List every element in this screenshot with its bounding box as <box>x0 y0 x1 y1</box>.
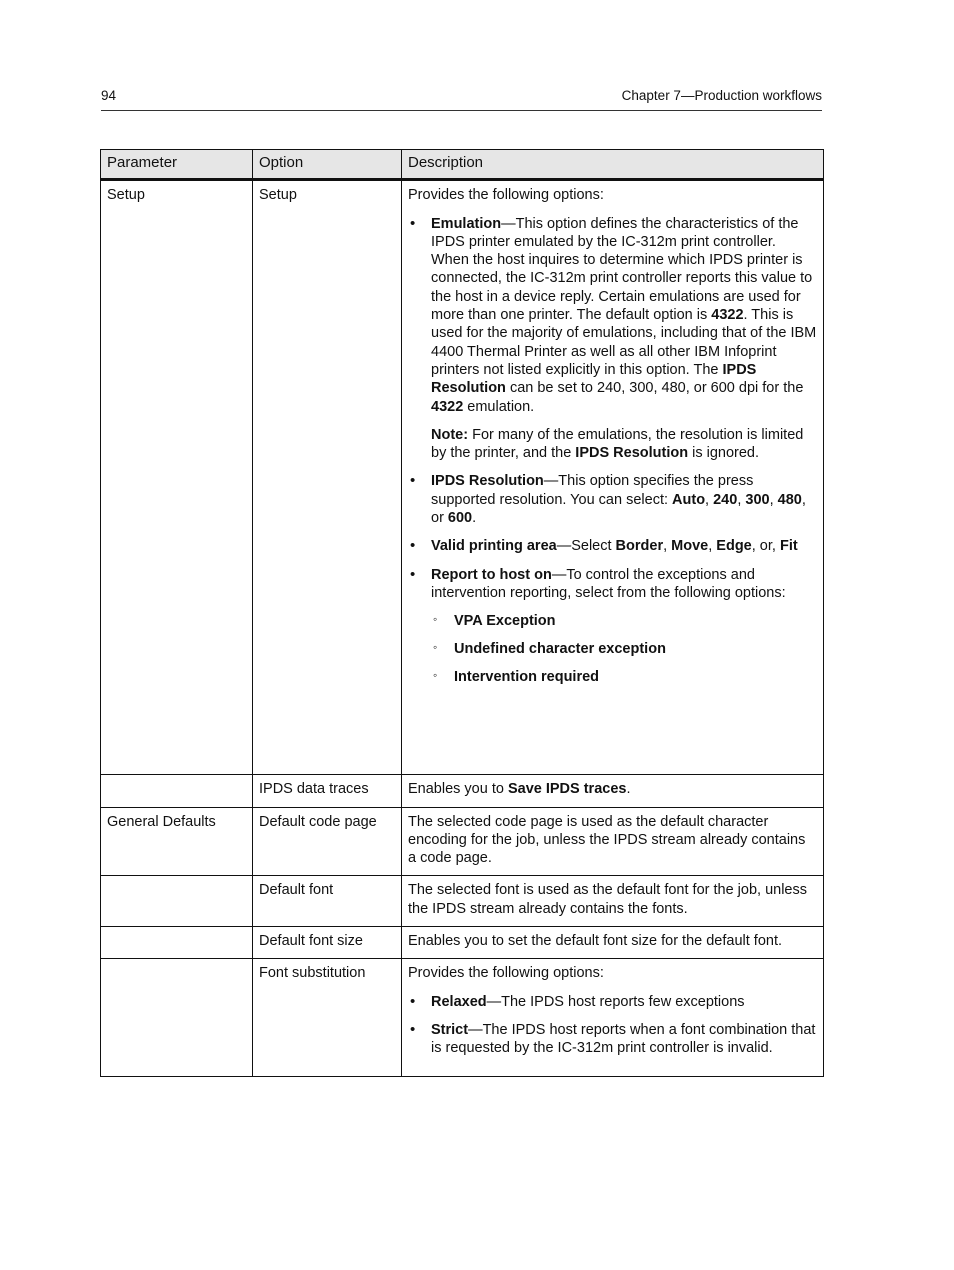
text: , <box>663 538 672 555</box>
text: , <box>737 491 746 508</box>
parameter-cell: Setup <box>101 180 253 775</box>
option-cell: Default font size <box>253 927 402 959</box>
list-item: ◦ Undefined character exception <box>431 640 817 658</box>
parameters-table <box>100 149 824 1077</box>
table-row-setup <box>101 180 824 775</box>
option-cell: Default font <box>253 876 402 927</box>
table-row-ipds-data-traces <box>101 775 824 807</box>
chapter-title: Chapter 7—Production workflows <box>621 88 822 103</box>
list-item: ◦ Intervention required <box>431 668 817 686</box>
option-cell: IPDS data traces <box>253 775 402 807</box>
text: For many of the emulations, the resolution is limited by the printer, and the <box>431 426 804 462</box>
text: . This is used for the majority of emulations, including that of the IBM 4400 Thermal Printer as well as all other IBM Infoprint printers not listed explicitly in this option. The <box>431 307 817 378</box>
bold-value: Border <box>615 538 664 555</box>
text: —Select <box>556 538 616 555</box>
description-lead: Provides the following options: <box>408 187 604 204</box>
text: Enables you to <box>408 781 508 798</box>
option-cell: Setup <box>253 180 402 775</box>
term-strict: Strict <box>431 1021 469 1038</box>
text: —The IPDS host reports when a font combination that is requested by the IC-312m print controller is invalid. <box>431 1021 816 1057</box>
description-lead: Provides the following options: <box>408 965 604 982</box>
parameter-cell: General Defaults <box>101 807 253 876</box>
description-cell <box>402 775 824 807</box>
list-item-valid-printing-area <box>408 537 817 555</box>
parameter-cell <box>101 927 253 959</box>
text: , or, <box>751 538 780 555</box>
text: —This option defines the characteristics of the IPDS printer emulated by the IC-312m print controller. When the host inquires to determine which IPDS printer is connected, the IC-312m print controller reports this value to the host in a device reply. Certain emulations are used for more than one printer. The default option is <box>431 215 813 324</box>
description-cell <box>402 180 824 775</box>
term-ipds-resolution: IPDS Resolution <box>431 473 544 490</box>
bold-value: 240 <box>713 491 738 508</box>
parameter-cell <box>101 775 253 807</box>
term-report-to-host: Report to host on <box>431 566 552 583</box>
bold-value: Save IPDS traces <box>507 781 627 798</box>
column-header-parameter: Parameter <box>101 150 253 180</box>
bold-value: Move <box>671 538 709 555</box>
option-cell: Font substitution <box>253 959 402 1076</box>
page-header <box>101 88 822 111</box>
bold-value: 480 <box>777 491 802 508</box>
note <box>431 426 817 463</box>
text: —The IPDS host reports few exceptions <box>486 993 745 1010</box>
list-item: ◦ VPA Exception <box>431 612 817 630</box>
term-emulation: Emulation <box>431 215 502 232</box>
text: . <box>626 781 631 798</box>
list-item-ipds-resolution <box>408 472 817 527</box>
text: , <box>705 491 714 508</box>
text: emulation. <box>463 398 535 415</box>
setup-options-list <box>408 215 817 687</box>
font-substitution-options-list <box>408 993 817 1058</box>
description-cell: Enables you to set the default font size for the default font. <box>402 927 824 959</box>
parameter-cell <box>101 959 253 1076</box>
list-item-strict <box>408 1021 817 1058</box>
column-header-description: Description <box>402 150 824 180</box>
list-item-report-to-host <box>408 566 817 686</box>
page-number: 94 <box>101 88 117 103</box>
text: is ignored. <box>688 445 760 462</box>
table-header-row <box>101 150 824 180</box>
table-row-default-font-size <box>101 927 824 959</box>
table-row-default-code-page <box>101 807 824 876</box>
bold-value: 600 <box>447 510 473 527</box>
description-cell: The selected code page is used as the default character encoding for the job, unless the IPDS stream already contains a code page. <box>402 807 824 876</box>
list-item-emulation <box>408 215 817 463</box>
text: , <box>708 538 717 555</box>
text: , or <box>431 491 806 527</box>
text: , <box>769 491 778 508</box>
bold-value: Edge <box>716 538 752 555</box>
text: can be set to 240, 300, 480, or 600 dpi for the <box>505 380 804 397</box>
list-item-relaxed <box>408 993 817 1011</box>
bold-value: 300 <box>745 491 770 508</box>
bold-value: 4322 <box>711 307 744 324</box>
option-cell: Default code page <box>253 807 402 876</box>
text: —To control the exceptions and intervention reporting, select from the following options: <box>431 566 786 601</box>
bold-value: IPDS Resolution <box>575 445 689 462</box>
term-relaxed: Relaxed <box>431 993 487 1010</box>
text: —This option specifies the press supported resolution. You can select: <box>431 473 754 508</box>
bold-value: Auto <box>672 491 706 508</box>
column-header-option: Option <box>253 150 402 180</box>
bold-value: 4322 <box>431 398 464 415</box>
table-row-font-substitution <box>101 959 824 1076</box>
description-cell: The selected font is used as the default font for the job, unless the IPDS stream already contains the fonts. <box>402 876 824 927</box>
note-label: Note: <box>431 426 469 443</box>
bold-value: IPDS Resolution <box>431 361 757 397</box>
term-valid-printing-area: Valid printing area <box>431 538 557 555</box>
text: . <box>472 510 477 527</box>
bold-value: Fit <box>779 538 798 555</box>
report-options-list <box>431 612 817 686</box>
table-row-default-font <box>101 876 824 927</box>
description-cell <box>402 959 824 1076</box>
parameter-cell <box>101 876 253 927</box>
